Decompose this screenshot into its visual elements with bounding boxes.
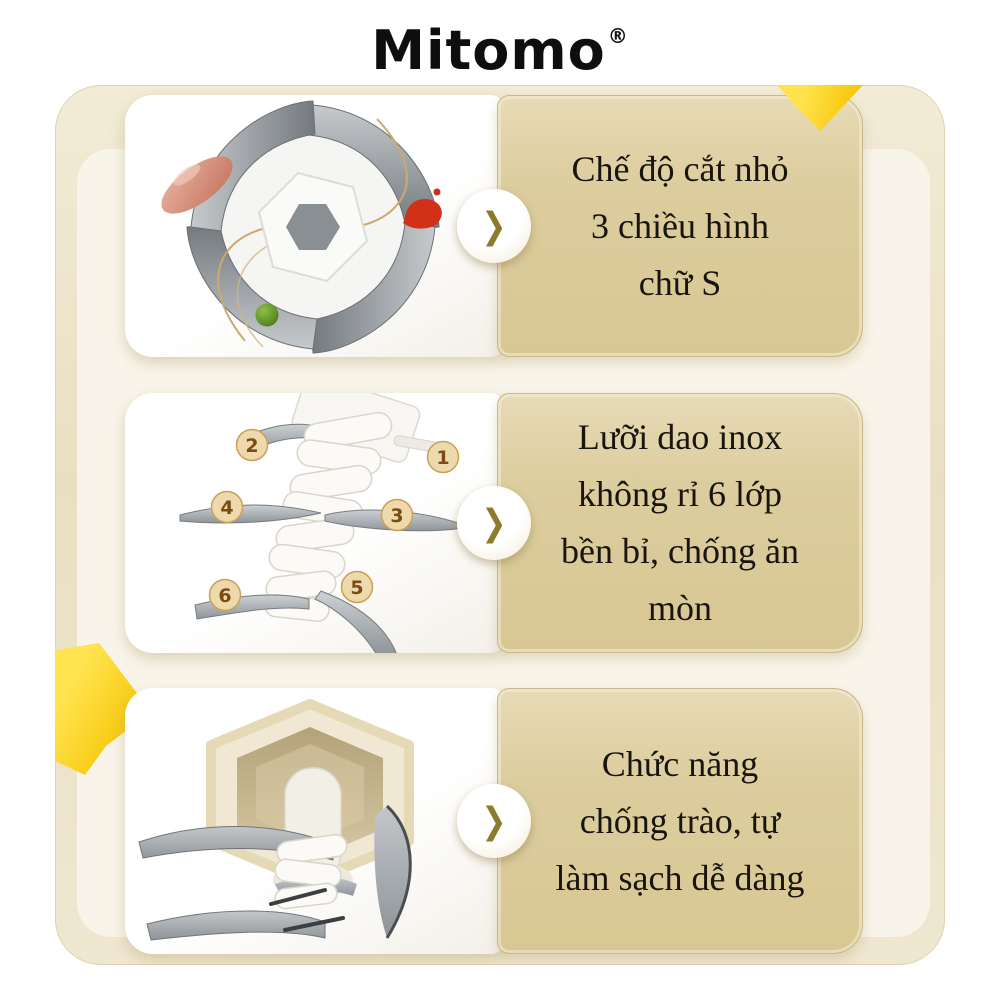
feature-text-s-blade (564, 141, 797, 312)
feature-text-anti-overflow (548, 736, 813, 907)
brand-logo (0, 0, 1000, 87)
feature-row-anti-overflow (125, 688, 863, 954)
feature-card-container (55, 85, 945, 965)
chevron-right-icon: ❯ (481, 205, 507, 247)
chevron-right-icon: ❯ (481, 502, 507, 544)
feature-line: chống trào, tự (579, 800, 781, 841)
feature-text-six-layer (553, 409, 807, 637)
six-layer-blade-illustration-icon (125, 393, 503, 653)
s-blade-text-panel (497, 95, 863, 357)
feature-row-s-blade (125, 95, 863, 357)
blade-badge-4: 4 (220, 497, 234, 519)
feature-line: Chế độ cắt nhỏ (571, 148, 789, 189)
feature-line: mòn (647, 588, 712, 628)
blade-badge-6: 6 (218, 585, 232, 607)
chevron-right-button[interactable] (457, 784, 531, 858)
blade-badge-3: 3 (390, 505, 404, 527)
feature-line: bền bỉ, chống ăn (561, 531, 799, 571)
blade-badge-1: 1 (436, 447, 450, 469)
six-layer-blade-text-panel (497, 393, 863, 653)
s-blade-illustration-icon (125, 95, 503, 357)
chevron-right-icon: ❯ (481, 800, 507, 842)
anti-overflow-illustration-icon (125, 688, 503, 954)
blade-badge-5: 5 (350, 577, 364, 599)
brand-name: Mitomo (371, 19, 606, 82)
feature-line: 3 chiều hình (591, 205, 769, 246)
chevron-right-button[interactable] (457, 189, 531, 263)
feature-line: Chức năng (601, 743, 759, 784)
feature-line: không rỉ 6 lớp (577, 474, 783, 514)
chevron-right-button[interactable] (457, 486, 531, 560)
feature-line: chữ S (638, 262, 722, 303)
anti-overflow-text-panel (497, 688, 863, 954)
registered-trademark: ® (607, 24, 629, 48)
blade-badge-2: 2 (245, 435, 259, 457)
feature-line: Lưỡi dao inox (577, 417, 783, 457)
six-layer-blade-image-panel (125, 393, 503, 653)
feature-row-six-layer-blade (125, 393, 863, 653)
anti-overflow-image-panel (125, 688, 503, 954)
s-blade-image-panel (125, 95, 503, 357)
feature-line: làm sạch dễ dàng (555, 857, 805, 898)
